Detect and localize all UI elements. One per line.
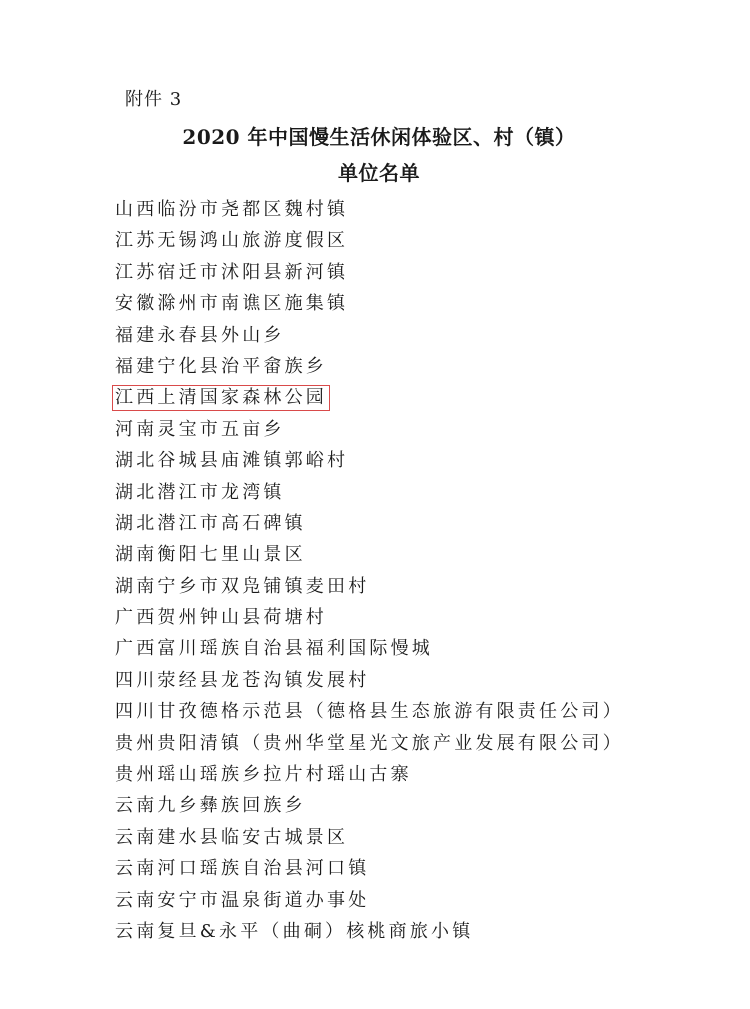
list-item <box>113 822 626 853</box>
list-item <box>113 194 626 225</box>
list-item <box>113 288 626 319</box>
entry-text: 湖南衡阳七里山景区 <box>115 544 306 566</box>
entry-text: 贵州贵阳清镇（贵州华堂星光文旅产业发展有限公司） <box>115 732 624 754</box>
entry-text: 云南九乡彝族回族乡 <box>115 795 306 817</box>
list-item <box>113 602 626 633</box>
list-item <box>113 320 626 351</box>
entry-text: 江苏无锡鸿山旅游度假区 <box>115 230 349 252</box>
list-item <box>113 633 626 664</box>
entry-text: 云南安宁市温泉街道办事处 <box>115 889 370 911</box>
entry-text: 广西贺州钟山县荷塘村 <box>115 607 327 629</box>
highlighted-entry-text: 江西上清国家森林公园 <box>115 387 327 409</box>
list-item <box>113 351 626 382</box>
entry-text: 湖北谷城县庙滩镇郭峪村 <box>115 450 349 472</box>
list-item <box>113 853 626 884</box>
list-item <box>113 728 626 759</box>
entry-text: 贵州瑶山瑶族乡拉片村瑶山古寨 <box>115 764 412 786</box>
list-item <box>113 665 626 696</box>
list-item <box>113 539 626 570</box>
entry-text: 广西富川瑶族自治县福利国际慢城 <box>115 638 433 660</box>
entry-text: 江苏宿迁市沭阳县新河镇 <box>115 261 349 283</box>
list-item <box>113 759 626 790</box>
list-item <box>113 257 626 288</box>
entry-text: 福建永春县外山乡 <box>115 324 285 346</box>
list-item <box>113 414 626 445</box>
list-item-highlighted <box>113 382 626 413</box>
list-item <box>113 885 626 916</box>
entry-text: 湖北潜江市龙湾镇 <box>115 481 285 503</box>
list-item <box>113 225 626 256</box>
entry-text: 四川荥经县龙苍沟镇发展村 <box>115 669 370 691</box>
list-item <box>113 696 626 727</box>
entry-text: 福建宁化县治平畲族乡 <box>115 355 327 377</box>
entry-text: 湖南宁乡市双凫铺镇麦田村 <box>115 575 370 597</box>
list-item <box>113 790 626 821</box>
list-item <box>113 445 626 476</box>
document-title: 2020 年中国慢生活休闲体验区、村（镇） <box>182 125 576 149</box>
list-item <box>113 571 626 602</box>
entry-text: 湖北潜江市高石碑镇 <box>115 512 306 534</box>
entry-list <box>113 194 626 947</box>
entry-text: 云南建水县临安古城景区 <box>115 826 349 848</box>
entry-text: 河南灵宝市五亩乡 <box>115 418 285 440</box>
entry-text: 云南复旦&永平（曲硐）核桃商旅小镇 <box>115 920 474 942</box>
entry-text: 四川甘孜德格示范县（德格县生态旅游有限责任公司） <box>115 701 624 723</box>
list-item <box>113 477 626 508</box>
entry-text: 山西临汾市尧都区魏村镇 <box>115 199 349 220</box>
entry-text: 云南河口瑶族自治县河口镇 <box>115 858 370 880</box>
list-item <box>113 916 626 947</box>
entry-text: 安徽滁州市南谯区施集镇 <box>115 293 349 315</box>
document-subtitle: 单位名单 <box>338 161 420 185</box>
list-item <box>113 508 626 539</box>
attachment-label: 附件 3 <box>125 89 183 110</box>
